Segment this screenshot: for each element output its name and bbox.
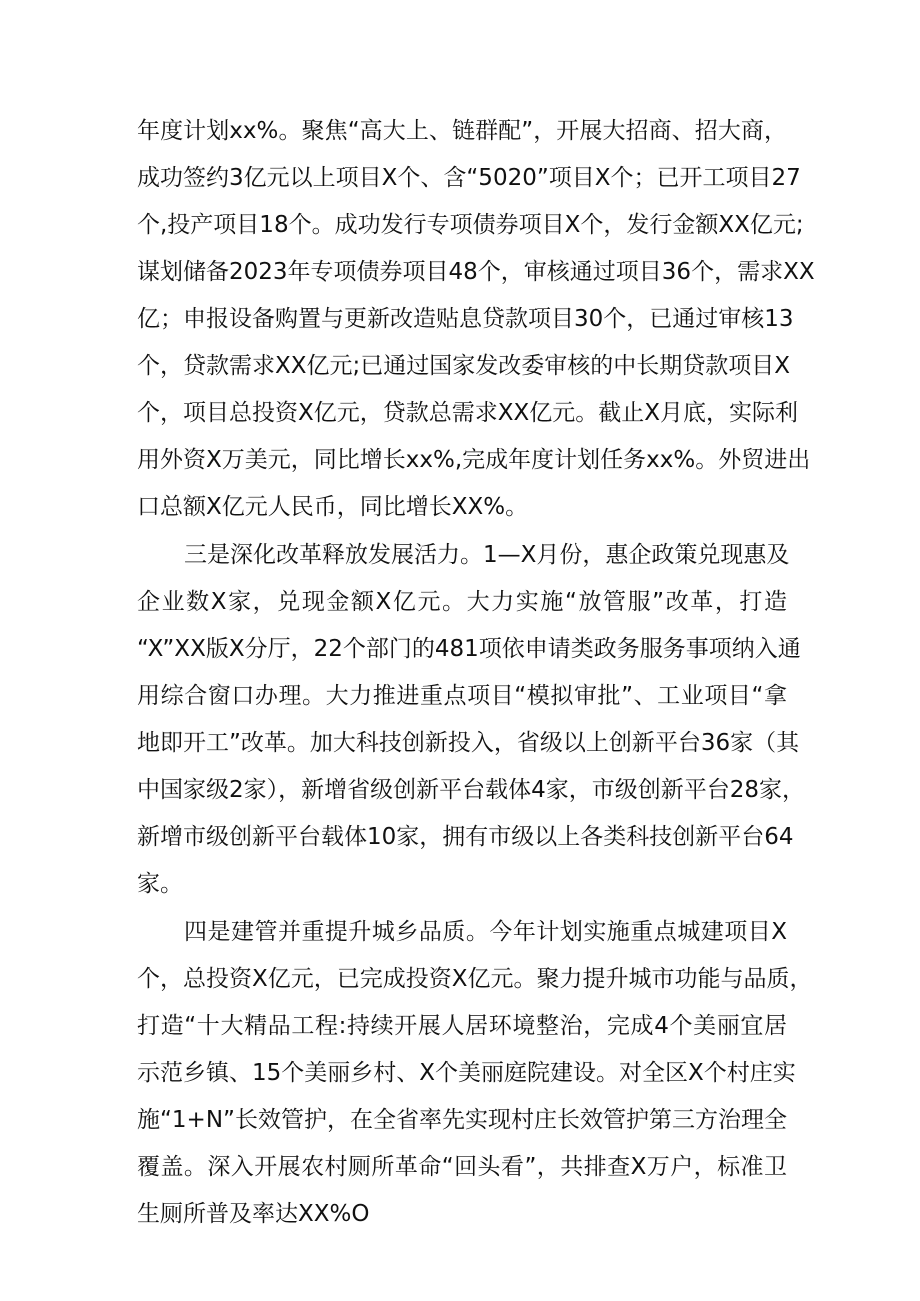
text-line: 企业数X家，兑现金额X亿元。大力实施“放管服”改革，打造 bbox=[137, 589, 787, 615]
text-line: 个，项目总投资X亿元，贷款总需求XX亿元。截止X月底，实际利 bbox=[137, 400, 799, 426]
text-line: 示范乡镇、15个美丽乡村、X个美丽庭院建设。对全区X个村庄实 bbox=[137, 1060, 796, 1086]
text-line: 个，总投资X亿元，已完成投资X亿元。聚力提升城市功能与品质， bbox=[137, 966, 813, 992]
text-line: 打造“十大精品工程:持续开展人居环境整治，完成4个美丽宜居 bbox=[137, 1013, 787, 1039]
text-line: 地即开工”改革。加大科技创新投入，省级以上创新平台36家（其 bbox=[137, 730, 800, 756]
text-line: 成功签约3亿元以上项目X个、含“5020”项目X个；已开工项目27 bbox=[137, 165, 801, 191]
text-line: 四是建管并重提升城乡品质。今年计划实施重点城建项目X bbox=[184, 919, 787, 945]
text-line: “X”XX版X分厅，22个部门的481项依申请类政务服务事项纳入通 bbox=[137, 636, 801, 662]
text-line: 个，贷款需求XX亿元;已通过国家发改委审核的中长期贷款项目X bbox=[137, 353, 791, 379]
text-line: 用综合窗口办理。大力推进重点项目“模拟审批”、工业项目“拿 bbox=[137, 683, 787, 709]
text-line: 施“1+N”长效管护，在全省率先实现村庄长效管护第三方治理全 bbox=[137, 1107, 787, 1133]
text-line: 年度计划xx%。聚焦“高大上、链群配”，开展大招商、招大商， bbox=[137, 118, 787, 144]
text-line: 覆盖。深入开展农村厕所革命“回头看”，共排查X万户，标准卫 bbox=[137, 1154, 787, 1180]
text-line: 新增市级创新平台载体10家，拥有市级以上各类科技创新平台64 bbox=[137, 824, 794, 850]
text-line: 三是深化改革释放发展活力。1—X月份，惠企政策兑现惠及 bbox=[184, 542, 790, 568]
text-line: 亿；申报设备购置与更新改造贴息贷款项目30个，已通过审核13 bbox=[137, 306, 794, 332]
text-line: 用外资X万美元，同比增长xx%,完成年度计划任务xx%。外贸进出 bbox=[137, 447, 811, 473]
text-line: 个,投产项目18个。成功发行专项债券项目X个，发行金额XX亿元; bbox=[137, 212, 804, 238]
text-line: 生厕所普及率达XX%O bbox=[137, 1201, 370, 1227]
text-line: 谋划储备2023年专项债券项目48个，审核通过项目36个，需求XX bbox=[137, 259, 815, 285]
text-line: 中国家级2家），新增省级创新平台载体4家，市级创新平台28家， bbox=[137, 777, 806, 803]
text-line: 家。 bbox=[137, 871, 183, 897]
text-line: 口总额X亿元人民币，同比增长XX%。 bbox=[137, 494, 529, 520]
